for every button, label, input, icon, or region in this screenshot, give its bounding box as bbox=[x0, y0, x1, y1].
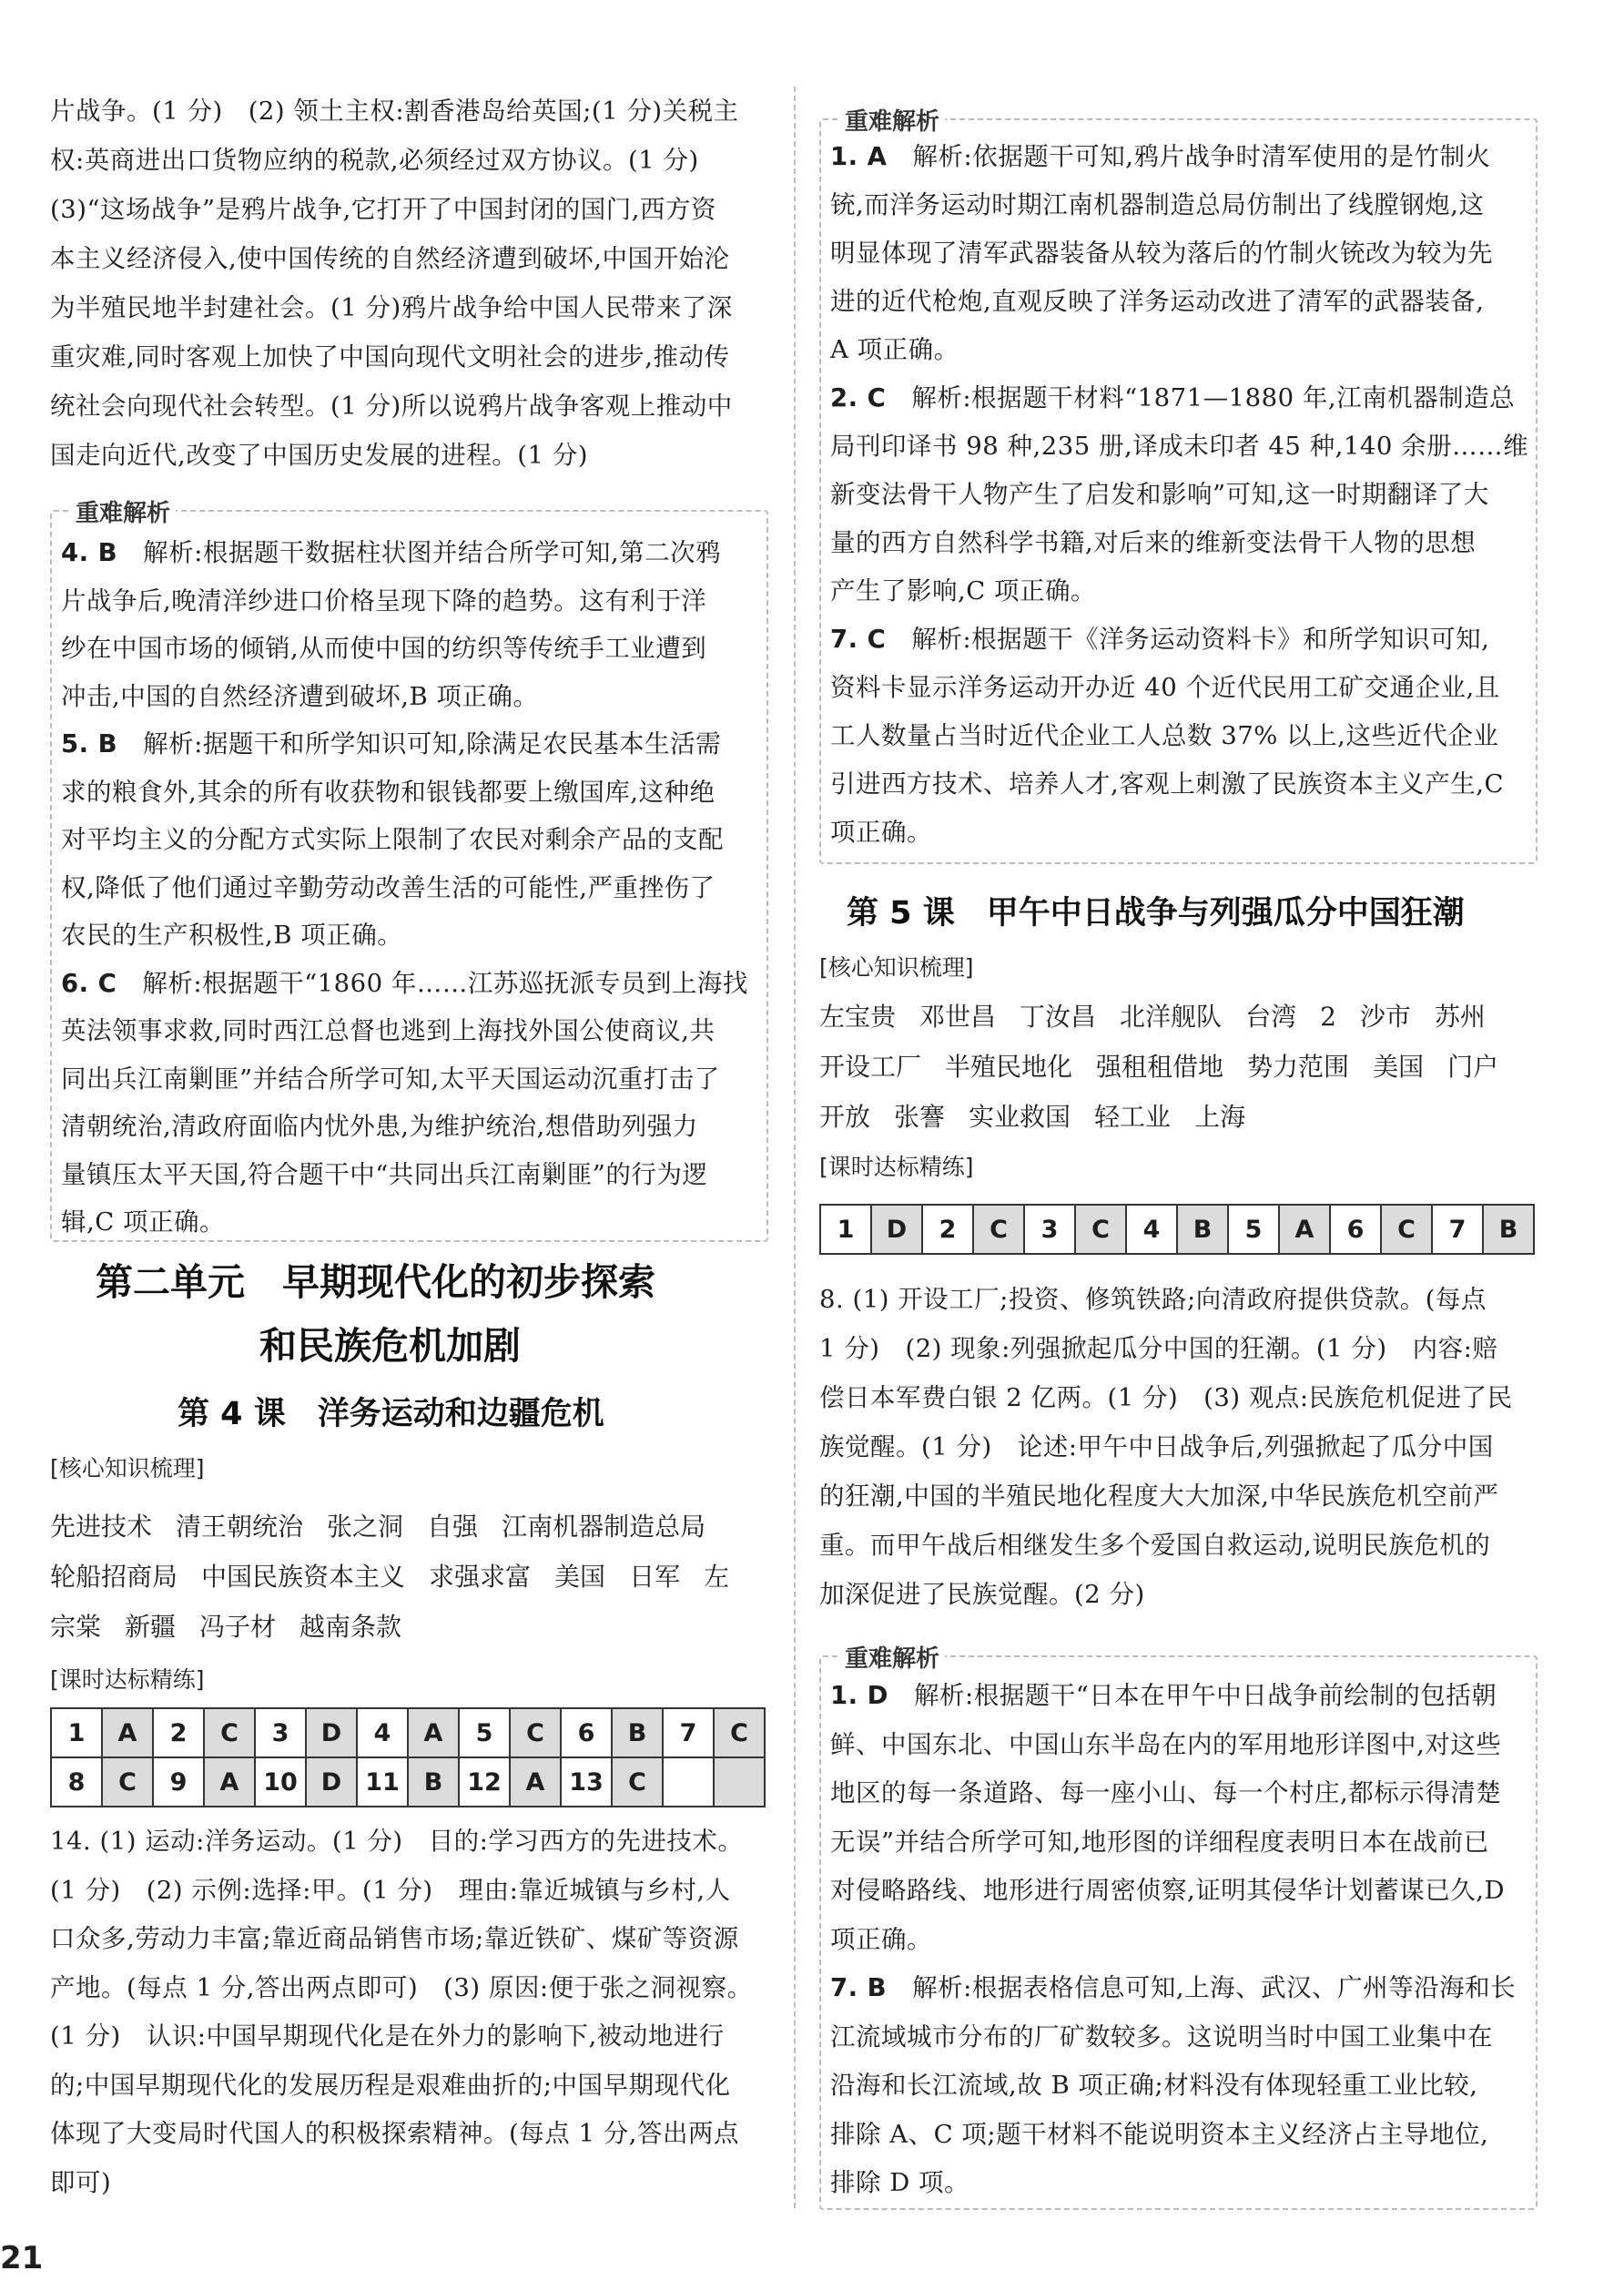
keyword: 开设工厂 bbox=[819, 1052, 922, 1082]
analysis-line bbox=[830, 132, 1490, 181]
keyword-row bbox=[819, 1093, 1269, 1142]
keyword: 门户 bbox=[1447, 1052, 1499, 1082]
question-number-cell: 12 bbox=[459, 1757, 510, 1807]
question-number-cell bbox=[663, 1757, 714, 1807]
analysis-line bbox=[830, 180, 1484, 229]
answer-cell: B bbox=[1483, 1205, 1534, 1254]
analysis-line bbox=[61, 1054, 720, 1104]
text-line: 体现了大变局时代国人的积极探索精神。(每点 1 分,答出两点 bbox=[50, 2119, 739, 2148]
text-line: 偿日本军费白银 2 亿两。(1 分) (3) 观点:民族危机促进了民 bbox=[819, 1383, 1513, 1412]
analysis-line bbox=[61, 719, 721, 769]
analysis-text: 解析:根据题干“日本在甲午中日战争前绘制的包括朝 bbox=[913, 1681, 1497, 1710]
analysis-text: 项正确。 bbox=[830, 818, 932, 847]
analysis-line bbox=[830, 808, 932, 857]
analysis-text: 地区的每一条道路、每一座小山、每一个村庄,都标示得清楚 bbox=[830, 1778, 1502, 1807]
question-number-cell: 11 bbox=[357, 1757, 408, 1807]
text-line: 的狂潮,中国的半殖民地化程度大大加深,中华民族危机空前严 bbox=[819, 1482, 1499, 1511]
answer-key: 7. C bbox=[830, 625, 912, 654]
answer-key: 5. B bbox=[61, 729, 144, 759]
analysis-line bbox=[830, 325, 959, 374]
analysis-text: 产生了影响,C 项正确。 bbox=[830, 576, 1097, 606]
answer-cell: A bbox=[204, 1757, 255, 1807]
answer-key: 2. C bbox=[830, 383, 912, 412]
keyword-row bbox=[50, 1502, 729, 1552]
question-number-cell: 6 bbox=[561, 1708, 612, 1757]
answer-cell: D bbox=[306, 1757, 357, 1807]
analysis-text: 铳,而洋务运动时期江南机器制造总局仿制出了线膛钢炮,这 bbox=[830, 190, 1485, 219]
text-line: 口众多,劳动力丰富;靠近商品销售市场;靠近铁矿、煤矿等资源 bbox=[50, 1924, 739, 1953]
text-line: (1 分) 认识:中国早期现代化是在外力的影响下,被动地进行 bbox=[50, 2021, 725, 2051]
keyword: 越南条款 bbox=[299, 1612, 402, 1642]
unit-title-line2: 和民族危机加剧 bbox=[259, 1324, 521, 1368]
analysis-text: 沿海和长江流域,故 B 项正确;材料没有体现轻重工业比较, bbox=[830, 2071, 1478, 2100]
analysis-text: 同出兵江南剿匪”并结合所学可知,太平天国运动沉重打击了 bbox=[61, 1064, 720, 1094]
answer-cell: C bbox=[510, 1708, 561, 1757]
analysis-line bbox=[830, 1915, 932, 1964]
answer-cell: A bbox=[102, 1708, 153, 1757]
answer-cell: D bbox=[306, 1708, 357, 1757]
analysis-line bbox=[830, 277, 1484, 326]
analysis-line bbox=[830, 1963, 1516, 2012]
keyword: 沙市 bbox=[1359, 1002, 1411, 1032]
analysis-line bbox=[830, 1720, 1501, 1769]
keyword: 自强 bbox=[427, 1512, 479, 1542]
analysis-line bbox=[830, 615, 1489, 664]
keyword: 清王朝统治 bbox=[176, 1512, 304, 1542]
key-analysis-title: 重难解析 bbox=[839, 103, 945, 137]
question-number-cell: 5 bbox=[459, 1708, 510, 1757]
text-line: 重。而甲午战后相继发生多个爱国自救运动,说明民族危机的 bbox=[819, 1531, 1491, 1560]
analysis-line bbox=[830, 2110, 1488, 2159]
keyword: 强租租借地 bbox=[1096, 1052, 1224, 1082]
analysis-line bbox=[61, 1150, 707, 1199]
text-line: 的;中国早期现代化的发展历程是艰难曲折的;中国早期现代化 bbox=[50, 2070, 731, 2100]
analysis-text: 量镇压太平天国,符合题干中“共同出兵江南剿匪”的行为逻 bbox=[61, 1159, 708, 1189]
question-number-cell: 13 bbox=[561, 1757, 612, 1807]
analysis-line bbox=[830, 2012, 1493, 2062]
analysis-text: 权,降低了他们通过辛勤劳动改善生活的可能性,严重挫伤了 bbox=[61, 872, 716, 902]
keyword: 轻工业 bbox=[1094, 1102, 1172, 1132]
analysis-text: 资料卡显示洋务运动开办近 40 个近代民用工矿交通企业,且 bbox=[830, 673, 1500, 702]
analysis-text: 排除 D 项。 bbox=[830, 2168, 970, 2197]
keyword: 实业救国 bbox=[969, 1102, 1071, 1132]
analysis-line bbox=[830, 663, 1500, 712]
keyword: 左宝贵 bbox=[819, 1002, 897, 1032]
keyword: 丁汝昌 bbox=[1020, 1002, 1097, 1032]
analysis-line bbox=[830, 2158, 969, 2207]
text-line: 本主义经济侵入,使中国传统的自然经济遭到破坏,中国开始沦 bbox=[50, 244, 730, 273]
keyword: 新疆 bbox=[125, 1612, 177, 1642]
analysis-line bbox=[61, 815, 724, 864]
answer-grid-row bbox=[51, 1757, 765, 1807]
question-number-cell: 4 bbox=[357, 1708, 408, 1757]
text-line: 8. (1) 开设工厂;投资、修筑铁路;向清政府提供贷款。(每点 bbox=[819, 1285, 1487, 1314]
answer-key: 7. B bbox=[830, 1973, 913, 2002]
unit-title-line1: 第二单元 早期现代化的初步探索 bbox=[96, 1260, 655, 1304]
keyword: 美国 bbox=[554, 1562, 606, 1592]
question-number-cell: 8 bbox=[51, 1757, 102, 1807]
keyword: 邓世昌 bbox=[919, 1002, 997, 1032]
answer-cell: A bbox=[1279, 1205, 1330, 1254]
page-number: 21 bbox=[0, 2240, 44, 2276]
analysis-text: 排除 A、C 项;题干材料不能说明资本主义经济占主导地位, bbox=[830, 2119, 1489, 2149]
text-line: 加深促进了民族觉醒。(2 分) bbox=[819, 1580, 1145, 1609]
analysis-line bbox=[830, 1671, 1497, 1720]
keyword: 势力范围 bbox=[1247, 1052, 1350, 1082]
analysis-text: 无误”并结合所学可知,地形图的详细程度表明日本在战前已 bbox=[830, 1827, 1489, 1857]
analysis-text: 项正确。 bbox=[830, 1924, 932, 1954]
question-number-cell: 1 bbox=[51, 1708, 102, 1757]
text-line: 重灾难,同时客观上加快了中国向现代文明社会的进步,推动传 bbox=[50, 342, 730, 372]
analysis-text: 解析:根据题干“1860 年……江苏巡抚派专员到上海找 bbox=[142, 968, 748, 998]
analysis-text: 农民的生产积极性,B 项正确。 bbox=[61, 921, 403, 950]
practice-tag: [课时达标精练] bbox=[50, 1666, 205, 1693]
analysis-line bbox=[830, 711, 1498, 760]
answer-cell: B bbox=[1177, 1205, 1228, 1254]
keyword: 张謇 bbox=[894, 1102, 946, 1132]
lesson4-title: 第 4 课 洋务运动和边疆危机 bbox=[178, 1396, 604, 1432]
analysis-line bbox=[830, 470, 1489, 519]
analysis-text: 纱在中国市场的倾销,从而使中国的纺织等传统手工业遭到 bbox=[61, 634, 707, 663]
analysis-text: 解析:据题干和所学知识可知,除满足农民基本生活需 bbox=[143, 729, 722, 759]
keyword: 求强求富 bbox=[429, 1562, 532, 1592]
answer-cell: C bbox=[714, 1708, 765, 1757]
answer-key: 1. A bbox=[830, 142, 913, 171]
analysis-line bbox=[61, 863, 715, 912]
analysis-text: 对平均主义的分配方式实际上限制了农民对剩余产品的支配 bbox=[61, 825, 724, 854]
text-line: (1 分) (2) 示例:选择:甲。(1 分) 理由:靠近城镇与乡村,人 bbox=[50, 1875, 731, 1905]
answer-cell: A bbox=[408, 1708, 459, 1757]
keyword: 美国 bbox=[1373, 1052, 1425, 1082]
analysis-text: 对侵略路线、地形进行周密侦察,证明其侵华计划蓄谋已久,D bbox=[830, 1876, 1506, 1905]
keyword: 开放 bbox=[819, 1102, 871, 1132]
answer-cell: D bbox=[871, 1205, 922, 1254]
keyword: 冯子材 bbox=[199, 1612, 277, 1642]
analysis-text: 新变法骨干人物产生了启发和影响”可知,这一时期翻译了大 bbox=[830, 480, 1489, 509]
analysis-text: 鲜、中国东北、中国山东半岛在内的军用地形详图中,对这些 bbox=[830, 1729, 1502, 1759]
text-line: (3)“这场战争”是鸦片战争,它打开了中国封闭的国门,西方资 bbox=[50, 195, 717, 224]
answer-cell: A bbox=[510, 1757, 561, 1807]
text-line: 统社会向现代社会转型。(1 分)所以说鸦片战争客观上推动中 bbox=[50, 392, 733, 421]
column-divider bbox=[794, 87, 796, 2208]
question-number-cell: 5 bbox=[1228, 1205, 1279, 1254]
question-number-cell: 3 bbox=[255, 1708, 306, 1757]
analysis-text: 明显体现了清军武器装备从较为落后的竹制火铳改为较为先 bbox=[830, 239, 1493, 268]
analysis-text: 江流域城市分布的厂矿数较多。这说明当时中国工业集中在 bbox=[830, 2021, 1493, 2052]
analysis-line bbox=[61, 576, 706, 626]
answer-cell: C bbox=[973, 1205, 1024, 1254]
practice-tag: [课时达标精练] bbox=[819, 1154, 974, 1180]
keyword: 轮船招商局 bbox=[50, 1562, 178, 1592]
question-number-cell: 2 bbox=[153, 1708, 204, 1757]
keyword: 左 bbox=[704, 1562, 730, 1592]
answer-cell: C bbox=[612, 1757, 663, 1807]
text-line: 1 分) (2) 现象:列强掀起瓜分中国的狂潮。(1 分) 内容:赔 bbox=[819, 1334, 1498, 1363]
text-line: 片战争。(1 分) (2) 领土主权:割香港岛给英国;(1 分)关税主 bbox=[50, 97, 739, 126]
answer-key: 4. B bbox=[61, 538, 144, 567]
analysis-line bbox=[61, 624, 706, 673]
analysis-text: 局刊印译书 98 种,235 册,译成未印者 45 种,140 余册……维 bbox=[830, 432, 1529, 461]
analysis-line bbox=[830, 518, 1476, 567]
answer-cell: C bbox=[1075, 1205, 1126, 1254]
analysis-text: 量的西方自然科学书籍,对后来的维新变法骨干人物的思想 bbox=[830, 528, 1477, 557]
analysis-text: 解析:依据题干可知,鸦片战争时清军使用的是竹制火 bbox=[912, 142, 1491, 171]
analysis-line bbox=[830, 1818, 1489, 1867]
analysis-line bbox=[61, 959, 748, 1008]
analysis-line bbox=[830, 229, 1493, 278]
keyword: 先进技术 bbox=[50, 1512, 153, 1542]
question-number-cell: 10 bbox=[255, 1757, 306, 1807]
keyword-row bbox=[819, 1043, 1522, 1092]
analysis-line bbox=[61, 528, 721, 577]
key-analysis-title: 重难解析 bbox=[839, 1640, 945, 1674]
keyword-row bbox=[50, 1553, 753, 1602]
core-knowledge-tag: [核心知识梳理] bbox=[50, 1455, 205, 1482]
analysis-text: 解析:根据题干数据柱状图并结合所学可知,第二次鸦 bbox=[143, 538, 722, 567]
answer-grid-row bbox=[51, 1708, 765, 1757]
key-analysis-title: 重难解析 bbox=[70, 494, 176, 528]
analysis-text: 解析:根据题干材料“1871—1880 年,江南机器制造总 bbox=[911, 383, 1516, 412]
keyword-row bbox=[819, 993, 1509, 1042]
analysis-text: 解析:根据题干《洋务运动资料卡》和所学知识可知, bbox=[911, 625, 1490, 654]
analysis-line bbox=[830, 566, 1096, 616]
text-line: 即可) bbox=[50, 2167, 112, 2197]
analysis-line bbox=[830, 2061, 1477, 2110]
analysis-text: 求的粮食外,其余的所有收获物和银钱都要上缴国库,这种绝 bbox=[61, 777, 716, 807]
analysis-line bbox=[61, 911, 402, 960]
analysis-line bbox=[61, 1197, 225, 1247]
text-line: 为半殖民地半封建社会。(1 分)鸦片战争给中国人民带来了深 bbox=[50, 293, 733, 322]
lesson5-answer-grid bbox=[819, 1204, 1535, 1255]
analysis-text: 英法领事求救,同时西江总督也逃到上海找外国公使商议,共 bbox=[61, 1016, 716, 1045]
question-number-cell: 4 bbox=[1126, 1205, 1177, 1254]
text-line: 14. (1) 运动:洋务运动。(1 分) 目的:学习西方的先进技术。 bbox=[50, 1827, 744, 1856]
analysis-line bbox=[61, 1102, 698, 1151]
analysis-line bbox=[61, 1006, 715, 1055]
analysis-text: A 项正确。 bbox=[830, 335, 959, 364]
analysis-text: 解析:根据表格信息可知,上海、武汉、广州等沿海和长 bbox=[912, 1973, 1517, 2002]
analysis-text: 冲击,中国的自然经济遭到破坏,B 项正确。 bbox=[61, 681, 539, 711]
keyword: 北洋舰队 bbox=[1120, 1002, 1223, 1032]
analysis-text: 工人数量占当时近代企业工人总数 37% 以上,这些近代企业 bbox=[830, 721, 1499, 750]
answer-key: 1. D bbox=[830, 1681, 914, 1710]
question-number-cell: 7 bbox=[1432, 1205, 1483, 1254]
keyword: 上海 bbox=[1194, 1102, 1246, 1132]
answer-cell: B bbox=[612, 1708, 663, 1757]
answer-cell: C bbox=[1381, 1205, 1432, 1254]
keyword-row bbox=[50, 1603, 425, 1652]
question-number-cell: 1 bbox=[820, 1205, 871, 1254]
keyword: 台湾 bbox=[1245, 1002, 1297, 1032]
text-line: 国走向近代,改变了中国历史发展的进程。(1 分) bbox=[50, 441, 588, 470]
text-line: 产地。(每点 1 分,答出两点即可) (3) 原因:便于张之洞视察。 bbox=[50, 1972, 753, 2002]
answer-cell: B bbox=[408, 1757, 459, 1807]
keyword: 半殖民地化 bbox=[945, 1052, 1073, 1082]
answer-cell: C bbox=[102, 1757, 153, 1807]
analysis-line bbox=[830, 373, 1515, 423]
keyword: 2 bbox=[1320, 1002, 1336, 1032]
answer-cell: C bbox=[204, 1708, 255, 1757]
analysis-line bbox=[61, 672, 538, 721]
analysis-line bbox=[61, 768, 715, 817]
analysis-text: 片战争后,晚清洋纱进口价格呈现下降的趋势。这有利于洋 bbox=[61, 585, 707, 616]
analysis-text: 进的近代枪炮,直观反映了洋务运动改进了清军的武器装备, bbox=[830, 287, 1485, 316]
answer-key: 6. C bbox=[61, 968, 143, 998]
text-line: 族觉醒。(1 分) 论述:甲午中日战争后,列强掀起了瓜分中国 bbox=[819, 1432, 1494, 1461]
question-number-cell: 3 bbox=[1024, 1205, 1075, 1254]
keyword: 苏州 bbox=[1434, 1002, 1486, 1032]
keyword: 江南机器制造总局 bbox=[502, 1512, 706, 1542]
lesson5-title: 第 5 课 甲午中日战争与列强瓜分中国狂潮 bbox=[847, 895, 1465, 932]
analysis-line bbox=[830, 422, 1528, 471]
lesson4-answer-grid bbox=[50, 1707, 766, 1807]
keyword: 中国民族资本主义 bbox=[201, 1562, 406, 1592]
keyword: 张之洞 bbox=[327, 1512, 404, 1542]
analysis-text: 清朝统治,清政府面临内忧外患,为维护统治,想借助列强力 bbox=[61, 1112, 698, 1141]
analysis-line bbox=[830, 1768, 1501, 1818]
core-knowledge-tag: [核心知识梳理] bbox=[819, 954, 974, 981]
keyword: 日军 bbox=[629, 1562, 681, 1592]
answer-grid-row bbox=[820, 1205, 1534, 1254]
question-number-cell: 6 bbox=[1330, 1205, 1381, 1254]
analysis-line bbox=[830, 759, 1504, 809]
analysis-text: 引进西方技术、培养人才,客观上刺激了民族资本主义产生,C bbox=[830, 769, 1505, 799]
text-line: 权:英商进出口货物应纳的税款,必须经过双方协议。(1 分) bbox=[50, 146, 699, 175]
question-number-cell: 2 bbox=[922, 1205, 973, 1254]
question-number-cell: 9 bbox=[153, 1757, 204, 1807]
analysis-text: 辑,C 项正确。 bbox=[61, 1207, 226, 1237]
keyword: 宗棠 bbox=[50, 1612, 102, 1642]
analysis-line bbox=[830, 1866, 1505, 1915]
question-number-cell: 7 bbox=[663, 1708, 714, 1757]
answer-cell bbox=[714, 1757, 765, 1807]
